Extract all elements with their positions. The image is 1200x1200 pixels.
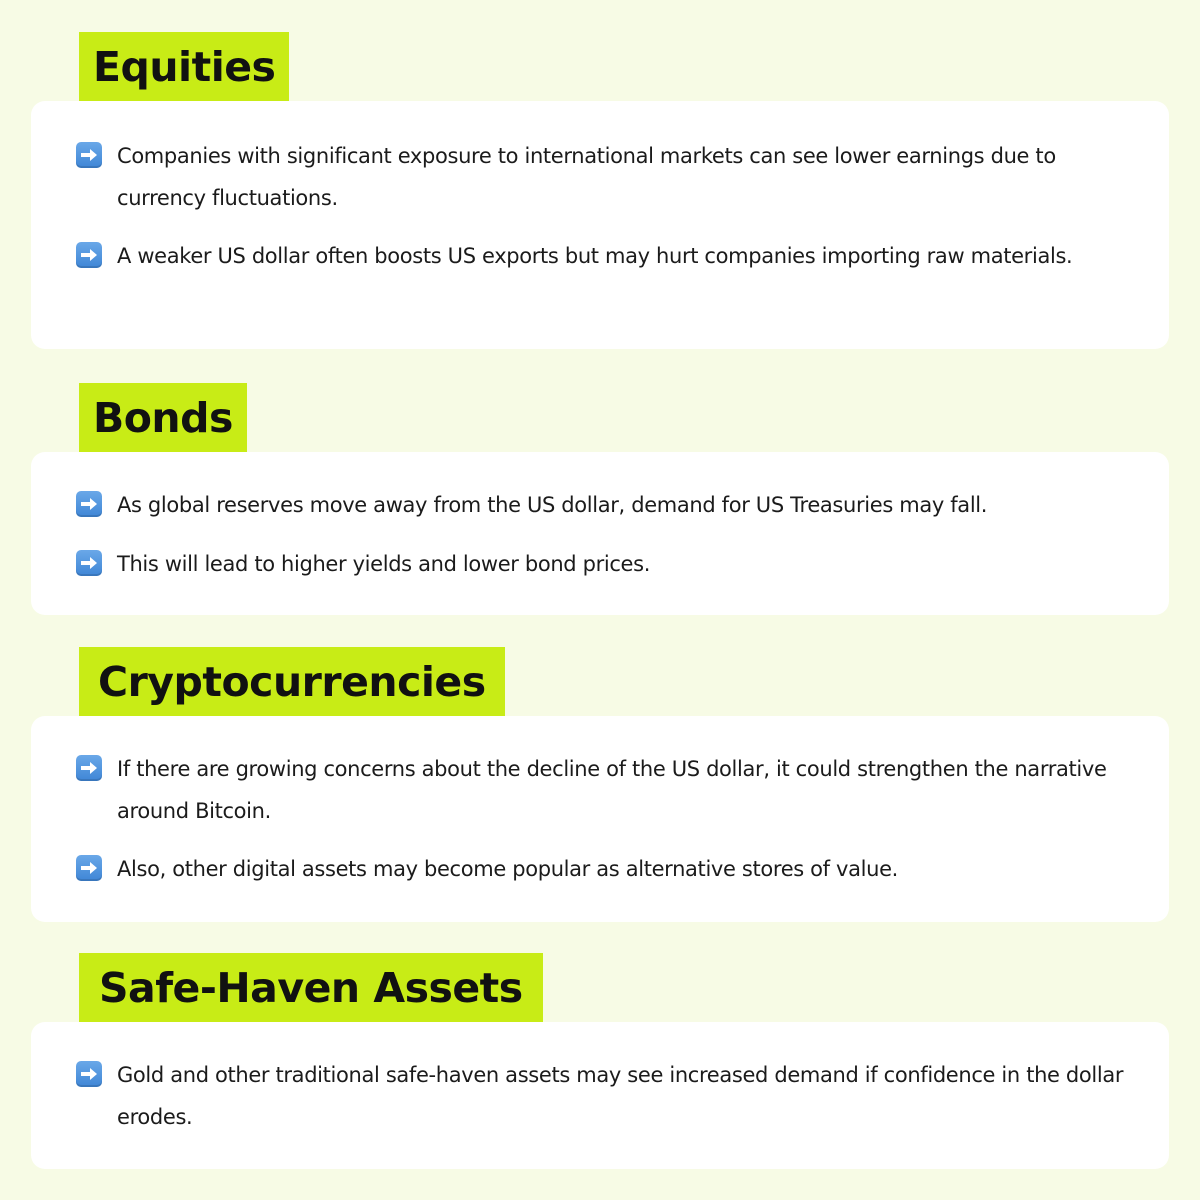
right-arrow-icon [76, 550, 102, 576]
section-title: Safe-Haven Assets [79, 953, 543, 1022]
bullet-text: Also, other digital assets may become popular as alternative stores of value. [117, 857, 898, 881]
section-card [31, 452, 1169, 615]
section-title: Equities [79, 32, 289, 101]
bullet-text: A weaker US dollar often boosts US exports but may hurt companies importing raw materials. [117, 244, 1073, 268]
right-arrow-icon [76, 491, 102, 517]
section-title: Cryptocurrencies [79, 647, 505, 716]
section-title: Bonds [79, 383, 247, 452]
bullet-text: This will lead to higher yields and lower bond prices. [117, 552, 651, 576]
right-arrow-icon [76, 242, 102, 268]
right-arrow-icon [76, 755, 102, 781]
right-arrow-icon [76, 1061, 102, 1087]
right-arrow-icon [76, 855, 102, 881]
bullet-text: Companies with significant exposure to international markets can see lower earnings due to currency fluctuations. [117, 144, 1056, 210]
right-arrow-icon [76, 142, 102, 168]
bullet-text: As global reserves move away from the US dollar, demand for US Treasuries may fall. [117, 493, 988, 517]
bullet-text: Gold and other traditional safe-haven assets may see increased demand if confidence in the dollar erodes. [117, 1063, 1124, 1129]
bullet-text: If there are growing concerns about the decline of the US dollar, it could strengthen the narrative around Bitcoin. [117, 757, 1107, 823]
